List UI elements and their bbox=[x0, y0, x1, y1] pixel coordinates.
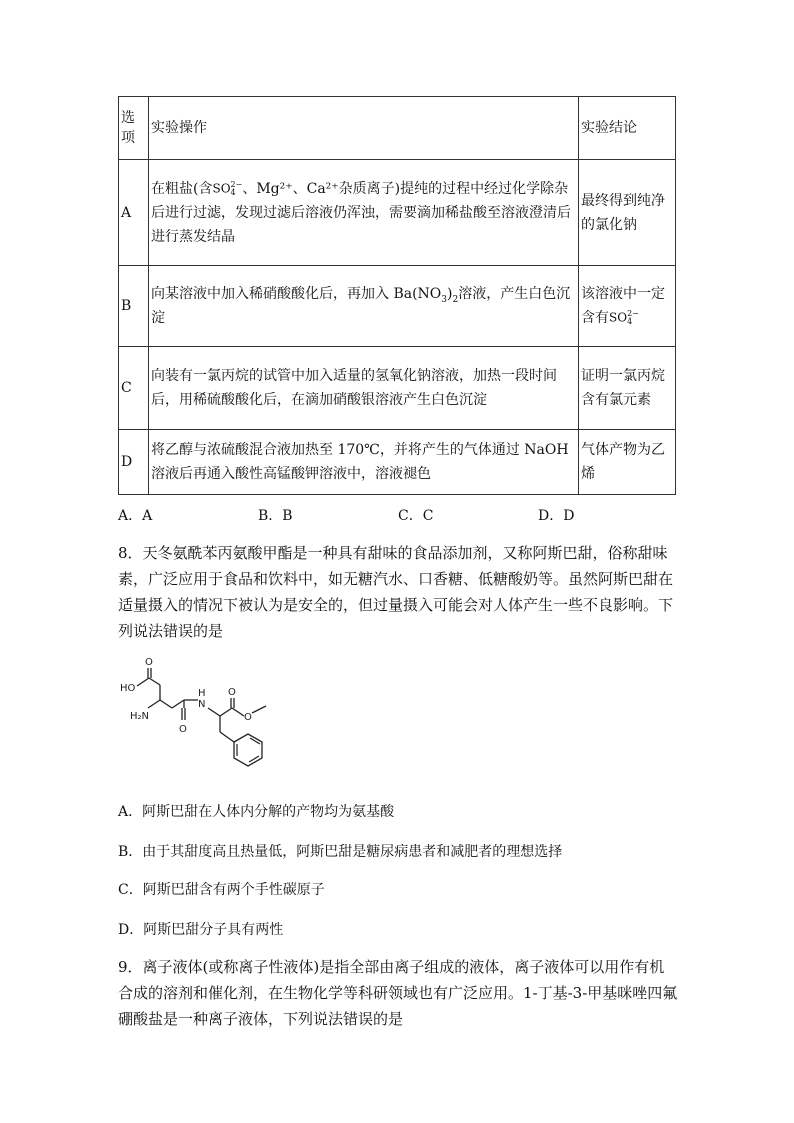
row-label: C bbox=[119, 347, 149, 430]
q8-option-d[interactable]: D．阿斯巴甜分子具有两性 bbox=[118, 922, 284, 938]
q7-choice-c[interactable]: C．C bbox=[398, 508, 434, 524]
experiment-table bbox=[118, 96, 676, 495]
table-row bbox=[119, 430, 676, 495]
sulfate-formula: SO2− 4 bbox=[212, 179, 243, 197]
atom-label: H bbox=[198, 688, 206, 699]
row-label: D bbox=[119, 430, 149, 495]
row-label: A bbox=[119, 160, 149, 266]
header-operation: 实验操作 bbox=[149, 97, 579, 160]
atom-label: O bbox=[179, 724, 187, 735]
q9-stem: 9．离子液体(或称离子性液体)是指全部由离子组成的液体，离子液体可以用作有机合成的溶剂和催化剂，在生物化学等科研领域也有广泛应用。1-丁基-3-甲基咪唑四氟硼酸盐是一种离子液体，下列说法错误的是 bbox=[118, 958, 678, 1028]
table-row bbox=[119, 347, 676, 430]
row-operation: 向装有一氯丙烷的试管中加入适量的氢氧化钠溶液，加热一段时间后，用稀硫酸酸化后，在滴加硝酸银溶液产生白色沉淀 bbox=[149, 347, 579, 430]
q7-choices bbox=[118, 506, 678, 526]
q7-choice-a[interactable]: A．A bbox=[118, 508, 153, 524]
header-option: 选项 bbox=[119, 97, 149, 160]
q8-stem: 8．天冬氨酰苯丙氨酸甲酯是一种具有甜味的食品添加剂，又称阿斯巴甜，俗称甜味素，广泛应用于食品和饮料中，如无糖汽水、口香糖、低糖酸奶等。虽然阿斯巴甜在适量摄入的情况下被认为是安全的，但过量摄入可能会对人体产生一些不良影响。下列说法错误的是 bbox=[118, 544, 674, 640]
q8-option-c[interactable]: C．阿斯巴甜含有两个手性碳原子 bbox=[118, 882, 325, 898]
aspartame-structure bbox=[110, 650, 300, 780]
atom-label: O bbox=[145, 657, 153, 668]
atom-label: O bbox=[244, 712, 252, 723]
row-operation: 在粗盐(含SO2− 4 、Mg²⁺、Ca²⁺杂质离子)提纯的过程中经过化学除杂后进行过滤，发现过滤后溶液仍浑浊，需要滴加稀盐酸至溶液澄清后进行蒸发结晶 bbox=[149, 160, 579, 266]
q7-choice-d[interactable]: D．D bbox=[538, 508, 575, 524]
header-conclusion: 实验结论 bbox=[579, 97, 676, 160]
q8-option-b[interactable]: B．由于其甜度高且热量低，阿斯巴甜是糖尿病患者和减肥者的理想选择 bbox=[118, 844, 563, 860]
row-operation: 向某溶液中加入稀硝酸酸化后，再加入 $Ba(NO_3)_2$溶液，产生白色沉淀 bbox=[149, 266, 579, 347]
row-conclusion: 最终得到纯净的氯化钠 bbox=[579, 160, 676, 266]
row-operation: 将乙醇与浓硫酸混合液加热至 170℃，并将产生的气体通过 NaOH 溶液后再通入酸性高锰酸钾溶液中，溶液褪色 bbox=[149, 430, 579, 495]
row-conclusion: 该溶液中一定含有SO2− 4 bbox=[579, 266, 676, 347]
atom-label: N bbox=[198, 699, 206, 710]
row-conclusion: 气体产物为乙烯 bbox=[579, 430, 676, 495]
table-header-row bbox=[119, 97, 676, 160]
row-conclusion: 证明一氯丙烷含有氯元素 bbox=[579, 347, 676, 430]
q8-option-a[interactable]: A．阿斯巴甜在人体内分解的产物均为氨基酸 bbox=[118, 804, 395, 820]
table-row bbox=[119, 160, 676, 266]
atom-label: H₂N bbox=[130, 711, 150, 722]
table-row bbox=[119, 266, 676, 347]
atom-label: HO bbox=[120, 683, 136, 694]
atom-label: O bbox=[228, 687, 236, 698]
row-label: B bbox=[119, 266, 149, 347]
q7-choice-b[interactable]: B．B bbox=[258, 508, 293, 524]
sulfate-formula: SO2− 4 bbox=[609, 309, 639, 326]
